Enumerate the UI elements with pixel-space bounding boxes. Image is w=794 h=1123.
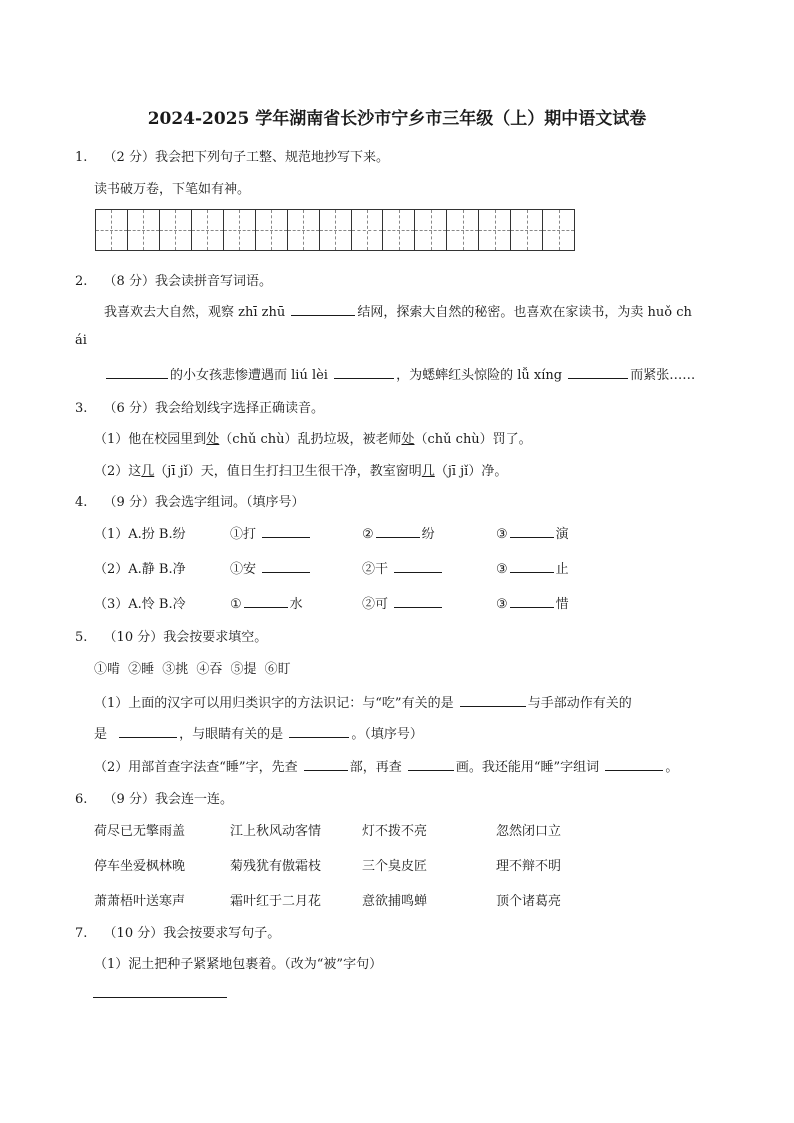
grid-cell[interactable] bbox=[511, 210, 543, 250]
question-number: 6. bbox=[75, 792, 88, 807]
text: （1）他在校园里到 bbox=[94, 432, 207, 447]
question-6 bbox=[75, 788, 233, 807]
pinyin-line-2: ái bbox=[75, 333, 87, 348]
answer-blank[interactable] bbox=[334, 366, 394, 379]
answer-blank[interactable] bbox=[460, 694, 526, 707]
q4-options-2: （2）A.静 B.净 bbox=[94, 562, 186, 577]
reading-choice[interactable]: （jī jǐ）净。 bbox=[434, 464, 508, 479]
answer-blank[interactable] bbox=[394, 595, 442, 608]
pinyin-line-3 bbox=[104, 364, 695, 383]
answer-blank[interactable] bbox=[244, 595, 288, 608]
q4-item bbox=[496, 558, 569, 577]
text: ①打 bbox=[230, 527, 257, 542]
question-stem: （10 分）我会按要求填空。 bbox=[103, 630, 268, 645]
question-number: 1. bbox=[75, 150, 88, 165]
grid-cell[interactable] bbox=[160, 210, 192, 250]
answer-blank[interactable] bbox=[106, 366, 168, 379]
answer-blank[interactable] bbox=[568, 366, 628, 379]
page-title: 2024-2025 学年湖南省长沙市宁乡市三年级（上）期中语文试卷 bbox=[147, 109, 647, 129]
text: ③ bbox=[496, 597, 508, 612]
text: ③ bbox=[496, 562, 508, 577]
text: （1）上面的汉字可以用归类识字的方法识记：与“吃”有关的是 bbox=[94, 696, 454, 711]
q3-item-1 bbox=[94, 428, 532, 447]
reading-choice[interactable]: （chǔ chù）乱扔垃圾，被老师 bbox=[219, 432, 402, 447]
underlined-char: 处 bbox=[206, 432, 220, 447]
text: 纷 bbox=[421, 527, 435, 542]
pinyin-line-1 bbox=[104, 301, 692, 320]
text: 部，再查 bbox=[349, 760, 402, 775]
grid-cell[interactable] bbox=[288, 210, 320, 250]
q3-item-2 bbox=[94, 460, 507, 479]
character-list: ①啃 ②睡 ③挑 ④吞 ⑤提 ⑥盯 bbox=[94, 662, 291, 677]
question-number: 4. bbox=[75, 495, 88, 510]
q7-item-1: （1）泥土把种子紧紧地包裹着。（改为“被”字句） bbox=[94, 957, 383, 972]
q4-item bbox=[230, 558, 312, 577]
answer-blank[interactable] bbox=[262, 560, 310, 573]
answer-blank[interactable] bbox=[408, 758, 454, 771]
text: （2）用部首查字法查“睡”字，先查 bbox=[94, 760, 298, 775]
text: 演 bbox=[555, 527, 569, 542]
match-item[interactable]: 荷尽已无擎雨盖 bbox=[94, 824, 186, 839]
q5-part-1-cont bbox=[94, 723, 423, 742]
text: 与手部动作有关的 bbox=[527, 696, 632, 711]
text: ，与眼睛有关的是 bbox=[179, 727, 284, 742]
text: 是 bbox=[94, 727, 108, 742]
underlined-char: 几 bbox=[141, 464, 155, 479]
grid-cell[interactable] bbox=[320, 210, 352, 250]
question-3 bbox=[75, 397, 324, 416]
text: ②干 bbox=[362, 562, 389, 577]
q4-item bbox=[362, 558, 444, 577]
text: 水 bbox=[289, 597, 303, 612]
underlined-char: 处 bbox=[401, 432, 415, 447]
text: ②可 bbox=[362, 597, 389, 612]
question-stem: （9 分）我会连一连。 bbox=[103, 792, 233, 807]
grid-cell[interactable] bbox=[447, 210, 479, 250]
answer-blank[interactable] bbox=[291, 303, 355, 316]
match-item[interactable]: 江上秋风动客情 bbox=[230, 824, 322, 839]
answer-blank[interactable] bbox=[289, 725, 349, 738]
grid-cell[interactable] bbox=[383, 210, 415, 250]
q4-options-3: （3）A.怜 B.冷 bbox=[94, 597, 186, 612]
question-4 bbox=[75, 491, 304, 510]
text: （2）这 bbox=[94, 464, 142, 479]
text: 止 bbox=[555, 562, 569, 577]
q4-item bbox=[230, 593, 303, 612]
match-item[interactable]: 灯不拨不亮 bbox=[362, 824, 428, 839]
question-number: 5. bbox=[75, 630, 88, 645]
match-item[interactable]: 意欲捕鸣蝉 bbox=[362, 894, 428, 909]
answer-blank[interactable] bbox=[510, 560, 554, 573]
grid-cell[interactable] bbox=[256, 210, 288, 250]
question-number: 3. bbox=[75, 401, 88, 416]
text: ①安 bbox=[230, 562, 257, 577]
pinyin-text: 结网，探索大自然的秘密。也喜欢在家读书，为卖 huǒ ch bbox=[357, 305, 692, 320]
answer-blank[interactable] bbox=[304, 758, 348, 771]
grid-cell[interactable] bbox=[128, 210, 160, 250]
grid-cell[interactable] bbox=[352, 210, 384, 250]
grid-cell[interactable] bbox=[415, 210, 447, 250]
grid-cell[interactable] bbox=[224, 210, 256, 250]
q4-item bbox=[496, 593, 569, 612]
match-item[interactable]: 停车坐爱枫林晚 bbox=[94, 859, 186, 874]
pinyin-text: 我喜欢去大自然，观察 zhī zhū bbox=[104, 305, 286, 320]
answer-blank[interactable] bbox=[510, 525, 554, 538]
text: 惜 bbox=[555, 597, 569, 612]
text: ③ bbox=[496, 527, 508, 542]
grid-cell[interactable] bbox=[543, 210, 574, 250]
question-5 bbox=[75, 626, 267, 645]
match-item[interactable]: 三个臭皮匠 bbox=[362, 859, 428, 874]
q4-item bbox=[362, 523, 435, 542]
question-2 bbox=[75, 270, 272, 289]
q5-part-2 bbox=[94, 756, 678, 775]
answer-blank[interactable] bbox=[262, 525, 310, 538]
match-item[interactable]: 理不辩不明 bbox=[496, 859, 562, 874]
match-item[interactable]: 忽然闭口立 bbox=[496, 824, 562, 839]
match-item[interactable]: 顶个诸葛亮 bbox=[496, 894, 562, 909]
pinyin-text: 的小女孩悲惨遭遇而 liú lèi bbox=[170, 368, 328, 383]
answer-blank[interactable] bbox=[394, 560, 442, 573]
question-stem: （10 分）我会按要求写句子。 bbox=[103, 926, 281, 941]
pinyin-text: 而紧张…… bbox=[630, 368, 696, 383]
question-stem: （9 分）我会选字组词。（填序号） bbox=[103, 495, 305, 510]
grid-cell[interactable] bbox=[192, 210, 224, 250]
answer-blank[interactable] bbox=[119, 725, 177, 738]
reading-choice[interactable]: （jī jǐ）天，值日生打扫卫生很干净，教室窗明 bbox=[154, 464, 422, 479]
match-item[interactable]: 菊残犹有傲霜枝 bbox=[230, 859, 322, 874]
answer-blank[interactable] bbox=[376, 525, 420, 538]
question-stem: （6 分）我会给划线字选择正确读音。 bbox=[103, 401, 324, 416]
question-number: 2. bbox=[75, 274, 88, 289]
text: 。（填序号） bbox=[351, 727, 423, 742]
grid-cell[interactable] bbox=[479, 210, 511, 250]
question-stem: （2 分）我会把下列句子工整、规范地抄写下来。 bbox=[103, 150, 389, 165]
text: ② bbox=[362, 527, 374, 542]
question-number: 7. bbox=[75, 926, 88, 941]
q4-item bbox=[496, 523, 569, 542]
answer-blank[interactable] bbox=[510, 595, 554, 608]
underlined-char: 几 bbox=[421, 464, 435, 479]
q4-item bbox=[230, 523, 312, 542]
text: ① bbox=[230, 597, 242, 612]
answer-line[interactable] bbox=[93, 997, 227, 998]
text: 画。我还能用“睡”字组词 bbox=[455, 760, 600, 775]
q5-part-1 bbox=[94, 692, 632, 711]
q4-item bbox=[362, 593, 444, 612]
question-stem: （8 分）我会读拼音写词语。 bbox=[103, 274, 272, 289]
reading-choice[interactable]: （chǔ chù）罚了。 bbox=[414, 432, 532, 447]
answer-blank[interactable] bbox=[605, 758, 663, 771]
pinyin-text: ，为蟋蟀红头惊险的 lǚ xíng bbox=[396, 368, 563, 383]
match-item[interactable]: 霜叶红于二月花 bbox=[230, 894, 322, 909]
copy-sentence: 读书破万卷，下笔如有神。 bbox=[94, 182, 251, 197]
match-item[interactable]: 萧萧梧叶送寒声 bbox=[94, 894, 186, 909]
question-7 bbox=[75, 922, 280, 941]
q4-options-1: （1）A.扮 B.纷 bbox=[94, 527, 186, 542]
writing-grid[interactable] bbox=[95, 209, 575, 251]
question-1 bbox=[75, 146, 389, 165]
text: 。 bbox=[665, 760, 679, 775]
grid-cell[interactable] bbox=[96, 210, 128, 250]
